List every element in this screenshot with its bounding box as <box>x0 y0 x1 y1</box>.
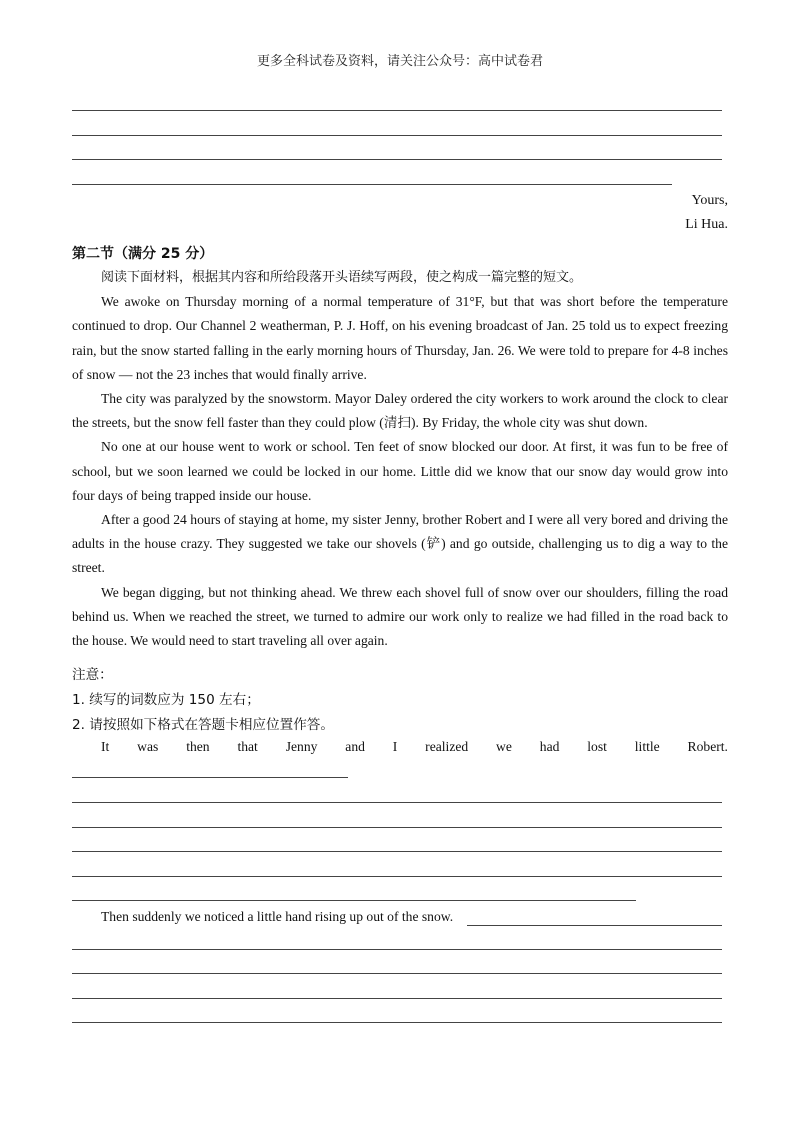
note-item: 2. 请按照如下格式在答题卡相应位置作答。 <box>72 717 334 733</box>
instruction-text: 阅读下面材料，根据其内容和所给段落开头语续写两段，使之构成一篇完整的短文。 <box>101 270 583 285</box>
answer-line <box>72 900 636 901</box>
continuation-prompt-1 <box>72 739 728 755</box>
answer-line <box>72 159 722 160</box>
prompt-word: realized <box>425 739 469 754</box>
answer-line <box>467 925 722 926</box>
answer-line <box>72 135 722 136</box>
prompt-word: Jenny <box>285 739 318 754</box>
answer-line <box>72 973 722 974</box>
notes-title: 注意： <box>72 667 113 683</box>
note-item: 1. 续写的词数应为 150 左右； <box>72 692 260 708</box>
answer-line <box>72 110 722 111</box>
prompt-word: that <box>237 739 258 754</box>
answer-line <box>72 184 672 185</box>
prompt-word: and <box>345 739 365 754</box>
answer-line <box>72 949 722 950</box>
continuation-prompt-2: Then suddenly we noticed a little hand rising up out of the snow. <box>101 909 454 924</box>
passage-paragraph: No one at our house went to work or school. Ten feet of snow blocked our door. At first, it was fun to be free of school, but we soon learned we could be locked in our home. Little did we know that our snow day would grow into four days of being trapped inside our house. <box>72 439 728 503</box>
answer-line <box>72 1022 722 1023</box>
prompt-word: I <box>392 739 398 754</box>
prompt-word: Robert. <box>687 739 728 754</box>
letter-closing: Yours, <box>691 193 728 208</box>
passage-paragraph: The city was paralyzed by the snowstorm. Mayor Daley ordered the city workers to work around the clock to clear the streets, but the snow fell faster than they could plow (清扫). By Friday, the whole city was shut down. <box>72 391 728 431</box>
section-title: 第二节（满分 25 分） <box>72 246 214 262</box>
prompt-word: little <box>634 739 660 754</box>
prompt-word: was <box>137 739 159 754</box>
prompt-word: It <box>101 739 110 754</box>
passage-paragraph: After a good 24 hours of staying at home, my sister Jenny, brother Robert and I were all very bored and driving the adults in the house crazy. They suggested we take our shovels (铲) and go outside, challenging us to dig a way to the street. <box>72 512 728 576</box>
prompt-word: then <box>186 739 210 754</box>
passage-paragraph: We awoke on Thursday morning of a normal temperature of 31°F, but that was short before the temperature continued to drop. Our Channel 2 weatherman, P. J. Hoff, on his evening broadcast of Jan. 25 told us to expect freezing rain, but the snow started falling in the early morning hours of Thursday, Jan. 26. We were told to prepare for 4-8 inches of snow — not the 23 inches that would finally arrive. <box>72 294 728 382</box>
prompt-word: had <box>539 739 560 754</box>
letter-signature: Li Hua. <box>685 217 728 232</box>
answer-line <box>72 827 722 828</box>
prompt-word: lost <box>587 739 607 754</box>
answer-line <box>72 851 722 852</box>
answer-line <box>72 802 722 803</box>
reading-passage <box>72 266 728 653</box>
answer-line <box>72 777 348 778</box>
prompt-word: we <box>496 739 512 754</box>
passage-paragraph: We began digging, but not thinking ahead. We threw each shovel full of snow over our shoulders, filling the road behind us. When we reached the street, we turned to admire our work only to realize we had filled in the road back to the house. We would need to start traveling all over again. <box>72 584 728 649</box>
page-header: 更多全科试卷及资料，请关注公众号：高中试卷君 <box>256 54 543 69</box>
answer-line <box>72 876 722 877</box>
answer-line <box>72 998 722 999</box>
